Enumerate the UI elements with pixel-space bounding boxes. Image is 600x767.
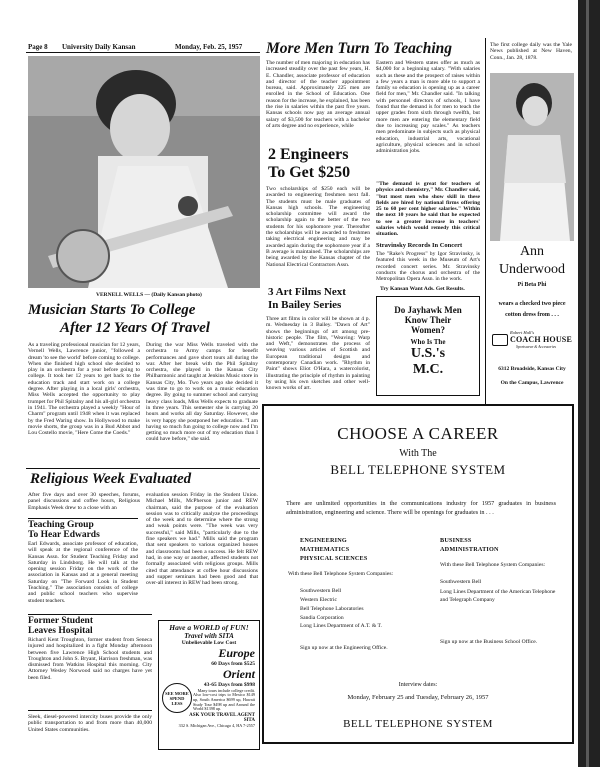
religious-story-col1: After five days and over 30 speeches, forums, panel discussions and coffee hours, Religious Emphasis Week drew to a close with an [28, 492, 140, 511]
coach-house-sub: Sportswear & Accessories [516, 345, 557, 349]
sita-orient-price: 43-65 Days from $998 [203, 682, 255, 688]
coach-house-wagon-icon [492, 334, 508, 346]
career-company-item: Bell Telephone Laboratories [300, 606, 364, 612]
career-footer: BELL TELEPHONE SYSTEM [343, 718, 493, 730]
teaching-story-col2b: "The demand is great for teachers of physics and chemistry," Mr. Chandler said, "but most men who show skill in these fields are hired by national firms offering 25 to 60 per cent higher salaries." Within the next 10 years he said that he expected to see a greater increase in teachers' salaries which would remedy this critical situation. [376, 181, 480, 238]
career-right-signup: Sign up now at the Business School Office. [440, 639, 538, 645]
teaching-group-headline-2: To Hear Edwards [28, 530, 100, 540]
ann-sorority: Pi Beta Phi [517, 282, 547, 288]
divider [26, 468, 260, 469]
jayhawk-line-6: M.C. [412, 362, 444, 377]
career-left-signup: Sign up now at the Engineering Office. [300, 645, 388, 651]
hospital-headline-1: Former Student [28, 616, 93, 626]
artfilms-headline-1: 3 Art Films Next [268, 286, 346, 298]
sita-low-cost: Unbelievable Low Cost [181, 640, 237, 646]
coach-house-address: 6312 Broadside, Kansas City [498, 366, 566, 372]
career-company-item: Southwestern Bell [440, 579, 482, 585]
hospital-headline-2: Leaves Hospital [28, 626, 93, 636]
musician-photo-caption: VERNELL WELLS — (Daily Kansan photo) [96, 292, 202, 298]
ann-wears-text: wears a checked two piece cotton dress from . . . [498, 301, 566, 318]
teaching-headline: More Men Turn To Teaching [266, 40, 453, 57]
sita-address: 332 S. Michigan Ave., Chicago 4, HA 7-2557 [178, 723, 255, 728]
sita-travel-ad[interactable] [158, 620, 260, 750]
issue-date: Monday, Feb. 25, 1957 [175, 43, 243, 51]
sita-see-more-badge: SEE MORE SPEND LESS [162, 683, 192, 713]
career-company-item: Western Electric [300, 597, 337, 603]
sita-travel: Travel with SITA [184, 632, 234, 640]
career-intro: There are unlimited opportunities in the communications industry for 1957 graduates in business administration, engineering and science. There will be openings for graduates in . . . [286, 500, 556, 516]
sita-other-trips: Also low-cost trips to Mexico $149 up, South America $699 up, Hawaii Study Tour $498 up and Around the World $1398 up. [193, 693, 255, 712]
artfilms-headline-2: In Bailey Series [268, 299, 342, 311]
career-right-with: With these Bell Telephone System Companies: [440, 562, 546, 568]
hospital-story: Richard Kent Troughton, former student from Seneca injured and hospitalized in a fight Monday afternoon between five Lawrence High School students and Troughton and John S. Bryant, Harrison freshman, was dismissed from Watkins Hospital this morning. City Attorney Wesley Norwood said no charges have yet been filed. [28, 637, 152, 681]
teaching-story-col1: The number of men majoring in education has increased steadily over the past few years, H. E. Chandler, associate professor of education and director of the teacher appointment bureau, said. Approximately 225 men are enrolled in the School of Education. One reason for the increase, he explained, has been the rise in salaries within the past five years. Kansas schools now pay an average annual salary of $3,500 for teachers with a bachelor of arts degree and no experience, while [266, 60, 370, 129]
sita-europe-price: 60 Days from $525 [211, 661, 255, 667]
sleek-buses-filler: Sleek, diesel-powered intercity buses provide the only public transportation to and from more than 40,000 United States communities. [28, 714, 152, 733]
coach-house-logo[interactable] [492, 330, 574, 358]
ann-underwood-photo [490, 73, 574, 241]
page-edge [578, 0, 600, 767]
artfilms-story: Three art films in color will be shown at 4 p. m. Wednesday in 3 Bailey. "Dawn of Art" shows the beginnings of art among pre-historic people. The film, "Weaving: Warp and Weft," demonstrates the process of weaving various articles of Scottish and European traditional designs and contemporary Canadian work. "Rhythm in Paint" shows Eliot O'Hara, a watercolorist, illustrating the principle of rhythm in painting by using his own sketches and other well-known works of art. [266, 316, 370, 392]
stravinsky-headline: Stravinsky Records In Concert [376, 242, 463, 249]
musician-story-col2: During the war Miss Wells traveled with the orchestra to Army camps for benefit performances and gave short tours all during the war. After her break with the Phil Spitalny orchestra, she played in the Kansas City Philharmonic and taught at Jenkins Music store in Kansas City, Mo. Two years ago she decided it was time to go to work on a music education degree. By going to summer school and carrying heavy class loads, Miss Wells expects to graduate in three years. This semester she is carrying 20 hours and works all day Saturday. However, she is very happy she postponed her education. "I am having so much fun going to college now and I'm getting so much more out of my education than I could have before," she said. [146, 342, 258, 443]
paper-name: University Daily Kansan [62, 43, 136, 51]
page-number: Page 8 [28, 43, 48, 51]
religious-story-col2: evaluation session Friday in the Student Union. Michael Mills, McPherson junior and REW chairman, said the purpose of the evaluation session was to critically analyze the proceedings of the week and to determine where the strong and weak points were. "The week was very successful," said Mills, "particularly due to the fine speakers we had." Mills said the program that sent speakers to various organized houses and classrooms had been a success. He felt REW had, in one way or another, affected students not formally associated with religious groups. Mills cited that attendance at coffee hour discussions and supper seminars had been good and that over-all interest in REW had been strong. [146, 492, 258, 587]
career-interview-dates: Monday, February 25 and Tuesday, February 26, 1957 [347, 694, 489, 701]
jayhawk-line-2: Know Their [404, 315, 452, 325]
career-field: BUSINESS [440, 537, 472, 544]
career-company-item: Southwestern Bell [300, 588, 342, 594]
masthead-rule [26, 52, 260, 53]
page-edge-highlight [586, 0, 589, 767]
yale-news-filler: The first college daily was the Yale News published at New Haven, Conn., Jan. 28, 1878. [490, 42, 572, 61]
musician-photo [28, 56, 260, 288]
career-business-fields [440, 536, 560, 554]
coach-house-small: Robert Hall's [510, 330, 535, 335]
sita-ask-agent: ASK YOUR TRAVEL AGENT [189, 713, 255, 718]
ann-underwood-illustration [490, 73, 574, 241]
career-company-item: Sandia Corporation [300, 615, 344, 621]
career-company-item: Long Lines Department of the American Telephone and Telegraph Company [440, 589, 556, 603]
career-field: ADMINISTRATION [440, 546, 499, 553]
engineers-headline-1: 2 Engineers [268, 146, 349, 163]
engineers-headline-2: To Get $250 [268, 164, 351, 181]
career-left-with: With these Bell Telephone System Companies: [288, 571, 394, 577]
jayhawk-line-4: Who Is The [410, 338, 446, 346]
sita-headline: Have a WORLD of FUN! [169, 623, 249, 632]
teaching-story-col2a: Eastern and Western states offer as much as $4,000 for a beginning salary. "With salaries such as these and the prospect of raises within a few years a man is more able to support a family so education is opening up as a career field for men," Mr. Chandler said. "In talking with personnel directors of schools, I have found that the demand is for men to teach the upper grades from sixth through twelfth, but more men are entering the elementary field due to increasing pay scales." As teachers men predominate in subjects such as physical education, industrial arts, vocational agriculture, physical sciences and in school administration jobs. [376, 60, 480, 155]
career-field: PHYSICAL SCIENCES [300, 555, 368, 562]
teaching-group-story: Earl Edwards, associate professor of education, will speak at the regional conference of the Kansas Assn. for Student Teaching Friday and Saturday in Lindsborg. He will talk at the opening session Friday on the work of the association in Kansas and at a general meeting Saturday on "The Forward Look in Student Teaching." The association consists of college and public school teachers who supervise student teachers. [28, 541, 138, 604]
career-headline: CHOOSE A CAREER [337, 424, 499, 443]
bell-career-ad[interactable] [262, 404, 574, 744]
career-company: BELL TELEPHONE SYSTEM [330, 462, 506, 477]
career-engineering-fields [300, 536, 420, 563]
career-field: MATHEMATICS [300, 546, 350, 553]
musician-photo-illustration [28, 56, 260, 288]
engineers-story: Two scholarships of $250 each will be awarded to engineering freshmen next fall. The students must be male graduates of Kansas high schools. The engineering scholarship committee will award the scholarship again to the better of the two students for his sophomore year. Thereafter the scholarships will be awarded to freshmen taking electrical engineering and may be awarded again during the sophomore year if a B average is maintained. The scholarships are being awarded by the Kansas chapter of the National Electrical Contractors Assn. [266, 186, 370, 268]
teaching-group-headline-1: Teaching Group [28, 520, 94, 530]
ann-name-2: Underwood [498, 262, 566, 277]
career-company-item: Long Lines Department of A.T. & T. [300, 623, 382, 629]
career-right-companies [440, 578, 558, 604]
jayhawk-line-1: Do Jayhawk Men [394, 305, 462, 315]
career-with: With The [399, 448, 437, 459]
career-field: ENGINEERING [300, 537, 347, 544]
career-interview-label: Interview dates: [398, 682, 438, 688]
coach-house-footer: On the Campus, Lawrence [500, 380, 564, 386]
hospital-box [28, 614, 152, 707]
career-left-companies [300, 587, 410, 630]
musician-headline-1: Musician Starts To College [28, 302, 196, 318]
musician-story-col1: As a traveling professional musician for 12 years, Vernell Wells, Lawrence junior, "followed a dream 'to see the world' before coming to college. When she finished high school she decided to play in an orchestra for a year before going to college. It took her 12 years to get back to the education track and start work on a college degree. After playing in a local girls' orchestra, Miss Wells accepted the opportunity to play trumpet for Phil Spitalny and his all-girl orchestra in 1941. The orchestra played a weekly "Hour of Charm" program until 1948 when it was replaced by the Fred Waring show. In Hollywood to make movie shorts, the group was in a Bud Abbot and Lou Costello movie, "Here Come the Coeds." [28, 342, 140, 437]
sita-europe: Europe [218, 646, 255, 660]
sita-logo: SITA [243, 718, 255, 723]
teaching-group-box [28, 518, 138, 611]
sita-credit: Many tours include college credit. [197, 688, 255, 693]
sita-orient: Orient [222, 667, 255, 681]
musician-headline-2: After 12 Years Of Travel [60, 320, 210, 336]
jayhawk-line-5: U.S.'s [410, 346, 446, 361]
ann-name-1: Ann [519, 244, 545, 259]
stravinsky-story: The "Rake's Progress" by Igor Stravinsky, is featured this week in the Museum of Art's recorded concert series. Mr. Stravinsky conducts the chorus and orchestra of the Metropolitan Opera Assn. in the work. [376, 251, 480, 283]
column-rule [485, 38, 486, 404]
jayhawk-women-box [376, 296, 480, 396]
want-ads-tagline: Try Kansan Want Ads. Get Results. [380, 286, 465, 292]
coach-house-name: COACH HOUSE [510, 335, 572, 344]
religious-headline: Religious Week Evaluated [30, 471, 192, 487]
divider [28, 710, 152, 711]
jayhawk-line-3: Women? [410, 325, 445, 335]
